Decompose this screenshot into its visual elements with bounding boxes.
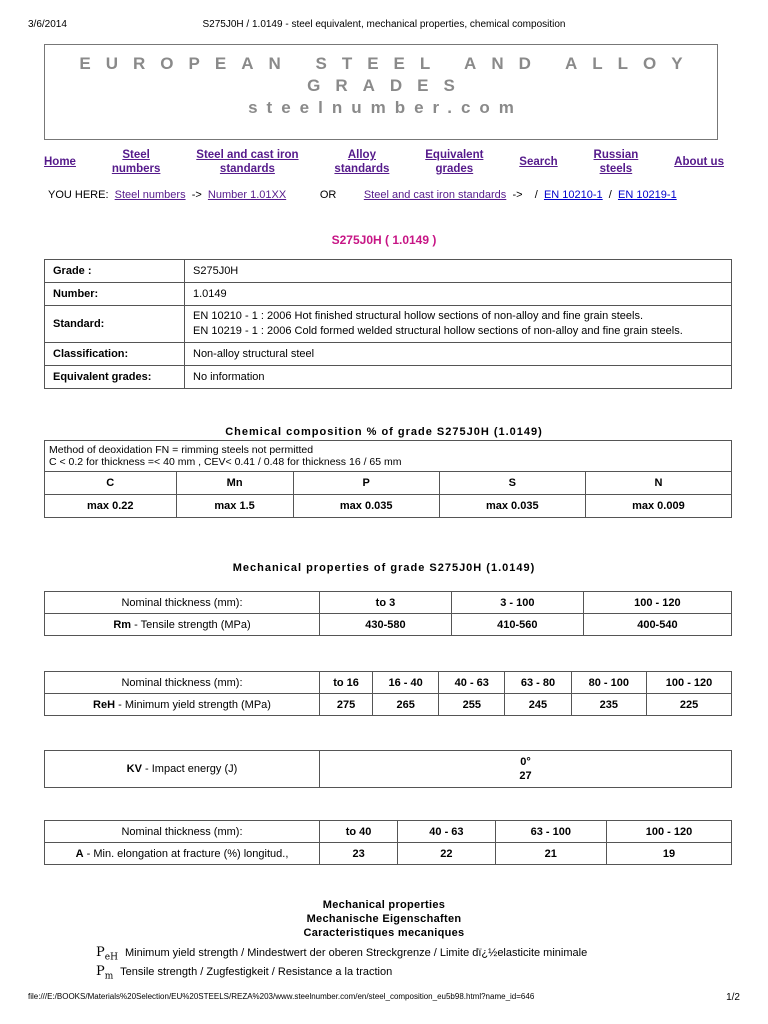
thickness-label: Nominal thickness (mm): (45, 592, 320, 614)
reh-value: 275 (320, 694, 373, 716)
banner-line-1: EUROPEAN STEEL AND ALLOY (79, 54, 698, 73)
table-row (45, 751, 732, 788)
thickness-label: Nominal thickness (mm): (45, 821, 320, 843)
banner-line-3: steelnumber.com (248, 98, 523, 117)
rm-label: Rm - Tensile strength (MPa) (45, 614, 320, 636)
tensile-strength-table (44, 591, 732, 636)
table-row (45, 283, 732, 306)
print-url: file:///E:/BOOKS/Materials%20Selection/EU%20STEELS/REZA%203/www.steelnumber.com/en/steel_composition_eu5b98.html?name_id=646 (28, 992, 535, 1001)
thickness-range: to 3 (320, 592, 452, 614)
nav-steel-numbers[interactable]: Steel numbers (111, 149, 161, 175)
thickness-range: to 40 (320, 821, 398, 843)
banner-line-2: GRADES (307, 76, 470, 95)
thickness-range: 63 - 80 (505, 672, 571, 694)
reh-value: 265 (373, 694, 439, 716)
equivalent-key: Equivalent grades: (45, 366, 185, 389)
legend-yield-strength: $P_{eH}$ Minimum yield strength / Mindestwert der oberen Streckgrenze / Limite dï¿½elasticite minimale (96, 945, 588, 963)
table-row (45, 592, 732, 614)
kv-label: KV - Impact energy (J) (45, 751, 320, 788)
chem-value: max 0.035 (439, 495, 585, 518)
chem-element: Mn (176, 472, 293, 495)
standard-value: EN 10210 - 1 : 2006 Hot finished structural hollow sections of non-alloy and fine grain steels. EN 10219 - 1 : 2006 Cold formed welded structural hollow sections of non-alloy and fine grain steels. (185, 306, 732, 343)
table-row (45, 472, 732, 495)
number-value: 1.0149 (185, 283, 732, 306)
legend-heading: Mechanical properties Mechanische Eigenschaften Caracteristiques mecaniques (303, 899, 465, 939)
main-nav (44, 148, 724, 176)
reh-value: 235 (571, 694, 647, 716)
chem-value: max 0.22 (45, 495, 177, 518)
rm-value: 400-540 (583, 614, 731, 636)
crumb-steel-numbers[interactable]: Steel numbers (114, 189, 186, 201)
standard-key: Standard: (45, 306, 185, 343)
thickness-range: 3 - 100 (451, 592, 583, 614)
grade-title: S275J0H ( 1.0149 ) (331, 233, 437, 247)
grade-info-table (44, 259, 732, 389)
a-value: 19 (606, 843, 731, 865)
table-row (45, 821, 732, 843)
thickness-range: 100 - 120 (606, 821, 731, 843)
table-row (45, 495, 732, 518)
crumb-en10219[interactable]: EN 10219-1 (617, 189, 677, 201)
impact-energy-table (44, 750, 732, 788)
table-row (45, 366, 732, 389)
print-title: S275J0H / 1.0149 - steel equivalent, mechanical properties, chemical composition (202, 19, 566, 30)
thickness-range: to 16 (320, 672, 373, 694)
nav-search[interactable]: Search (519, 156, 558, 168)
rm-value: 430-580 (320, 614, 452, 636)
reh-label: ReH - Minimum yield strength (MPa) (45, 694, 320, 716)
equivalent-value: No information (185, 366, 732, 389)
chem-note: Method of deoxidation FN = rimming steels not permitted C < 0.2 for thickness =< 40 mm , CEV< 0.41 / 0.48 for thickness 16 / 65 mm (45, 441, 732, 472)
kv-value: 0° 27 (320, 751, 732, 788)
mech-title: Mechanical properties of grade S275J0H (1.0149) (232, 562, 536, 574)
site-banner (44, 44, 718, 140)
chem-element: C (45, 472, 177, 495)
chem-element: P (293, 472, 439, 495)
a-value: 22 (398, 843, 495, 865)
thickness-range: 40 - 63 (439, 672, 505, 694)
print-page-number: 1/2 (726, 992, 740, 1003)
rm-value: 410-560 (451, 614, 583, 636)
table-row (45, 843, 732, 865)
table-row (45, 614, 732, 636)
a-value: 23 (320, 843, 398, 865)
a-value: 21 (495, 843, 606, 865)
crumb-number-series[interactable]: Number 1.01XX (207, 189, 287, 201)
chem-value: max 0.009 (585, 495, 731, 518)
nav-about-us[interactable]: About us (674, 156, 724, 168)
symbol-pm: $P_m$ (96, 964, 114, 982)
legend-tensile-strength: $P_m$ Tensile strength / Zugfestigkeit / Resistance a la traction (96, 964, 393, 982)
crumb-steel-standards[interactable]: Steel and cast iron standards (363, 189, 507, 201)
thickness-range: 100 - 120 (647, 672, 732, 694)
crumb-en10210[interactable]: EN 10210-1 (543, 189, 603, 201)
thickness-range: 16 - 40 (373, 672, 439, 694)
chem-value: max 0.035 (293, 495, 439, 518)
chem-value: max 1.5 (176, 495, 293, 518)
thickness-range: 63 - 100 (495, 821, 606, 843)
thickness-label: Nominal thickness (mm): (45, 672, 320, 694)
table-row (45, 672, 732, 694)
nav-alloy-standards[interactable]: Alloy standards (334, 149, 390, 175)
table-row (45, 260, 732, 283)
elongation-table (44, 820, 732, 865)
chem-title: Chemical composition % of grade S275J0H (1.0149) (225, 426, 543, 438)
reh-value: 255 (439, 694, 505, 716)
grade-key: Grade : (45, 260, 185, 283)
table-row (45, 441, 732, 472)
nav-home[interactable]: Home (44, 156, 76, 168)
table-row (45, 694, 732, 716)
classification-value: Non-alloy structural steel (185, 343, 732, 366)
classification-key: Classification: (45, 343, 185, 366)
table-row (45, 306, 732, 343)
thickness-range: 100 - 120 (583, 592, 731, 614)
grade-value: S275J0H (185, 260, 732, 283)
a-label: A - Min. elongation at fracture (%) longitud., (45, 843, 320, 865)
number-key: Number: (45, 283, 185, 306)
breadcrumb: YOU HERE: Steel numbers -> Number 1.01XX OR Steel and cast iron standards -> / EN 10210-1 / EN 10219-1 (48, 189, 677, 201)
reh-value: 245 (505, 694, 571, 716)
chem-table (44, 440, 732, 518)
nav-steel-standards[interactable]: Steel and cast iron standards (196, 149, 299, 175)
thickness-range: 40 - 63 (398, 821, 495, 843)
print-date: 3/6/2014 (28, 19, 67, 30)
symbol-peh: $P_{eH}$ (96, 945, 118, 963)
thickness-range: 80 - 100 (571, 672, 647, 694)
table-row (45, 343, 732, 366)
nav-equivalent-grades[interactable]: Equivalent grades (425, 149, 484, 175)
chem-element: S (439, 472, 585, 495)
reh-value: 225 (647, 694, 732, 716)
nav-russian-steels[interactable]: Russian steels (593, 149, 639, 175)
chem-element: N (585, 472, 731, 495)
yield-strength-table (44, 671, 732, 716)
